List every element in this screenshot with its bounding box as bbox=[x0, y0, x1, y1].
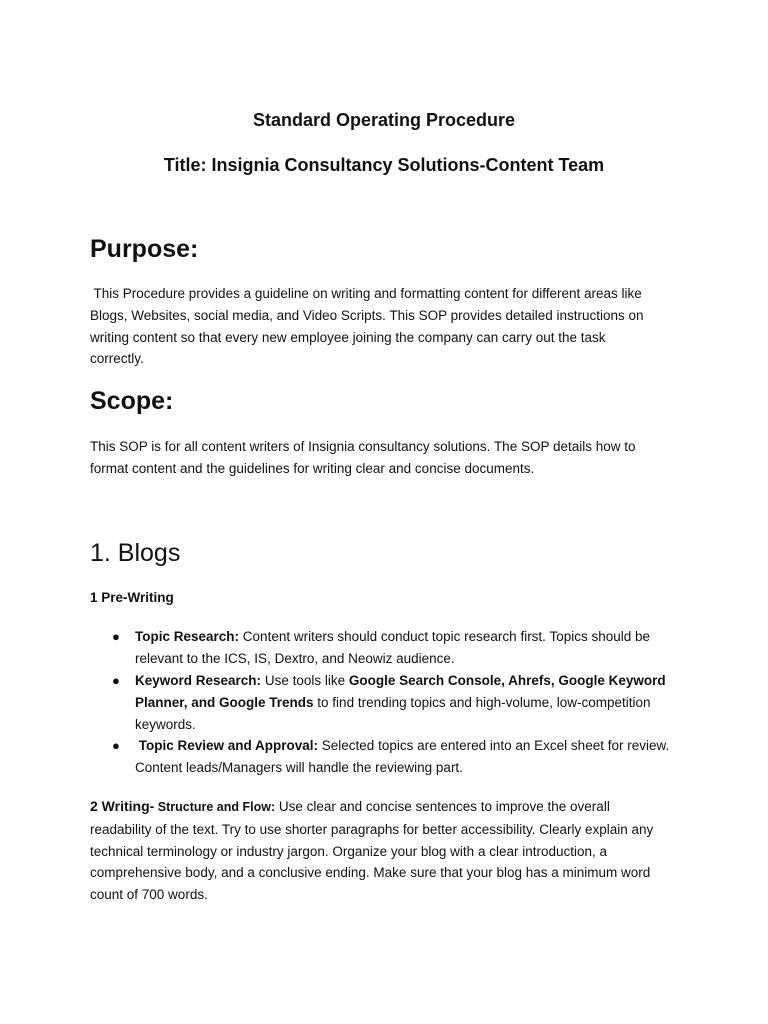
blogs-heading: 1. Blogs bbox=[90, 539, 181, 567]
purpose-line: writing content so that every new employee joining the company can carry out the task bbox=[90, 329, 606, 345]
keyword-tools: Planner, and Google Trends bbox=[135, 694, 314, 710]
purpose-line: correctly. bbox=[90, 351, 144, 367]
writing-line: readability of the text. Try to use shorter paragraphs for better accessibility. Clearly explain any bbox=[90, 821, 654, 837]
keyword-research-label: Keyword Research: bbox=[135, 673, 262, 688]
scope-line: This SOP is for all content writers of Insignia consultancy solutions. The SOP details how to bbox=[90, 439, 636, 454]
writing-paragraph bbox=[90, 796, 680, 906]
purpose-line: This Procedure provides a guideline on writing and formatting content for different areas like bbox=[90, 286, 642, 301]
topic-review-text: Selected topics are entered into an Excel sheet for review. bbox=[318, 738, 670, 753]
bullet-topic-research bbox=[135, 626, 680, 670]
bullet-icon: ● bbox=[112, 629, 120, 644]
bullet-icon: ● bbox=[112, 673, 120, 688]
prewriting-heading: 1 Pre-Writing bbox=[90, 590, 174, 605]
writing-heading: 2 Writing- bbox=[90, 798, 155, 814]
keyword-tools: Google Search Console, Ahrefs, Google Keyword bbox=[348, 673, 666, 688]
keyword-research-text: Use tools like bbox=[261, 673, 349, 688]
writing-line: comprehensive body, and a conclusive ending. Make sure that your blog has a minimum word bbox=[90, 865, 651, 881]
keyword-research-text: to find trending topics and high-volume, low-competition bbox=[313, 694, 651, 710]
scope-heading: Scope: bbox=[90, 387, 174, 415]
topic-research-text: Content writers should conduct topic research first. Topics should be bbox=[239, 629, 651, 644]
topic-research-text: relevant to the ICS, IS, Dextro, and Neowiz audience. bbox=[135, 650, 455, 666]
topic-review-text: Content leads/Managers will handle the reviewing part. bbox=[135, 759, 463, 775]
doc-type-heading: Standard Operating Procedure bbox=[252, 110, 516, 130]
writing-line: count of 700 words. bbox=[90, 887, 208, 903]
topic-research-label: Topic Research: bbox=[135, 629, 240, 644]
scope-line: format content and the guidelines for writing clear and concise documents. bbox=[90, 460, 535, 476]
writing-line: technical terminology or industry jargon. Organize your blog with a clear introduction, a bbox=[90, 843, 608, 859]
bullet-icon: ● bbox=[112, 738, 120, 753]
writing-text: Use clear and concise sentences to improve the overall bbox=[275, 799, 610, 814]
bullet-keyword-research bbox=[135, 670, 680, 735]
doc-title: Title: Insignia Consultancy Solutions-Content Team bbox=[163, 155, 605, 175]
keyword-research-text: keywords. bbox=[135, 716, 196, 732]
purpose-heading: Purpose: bbox=[90, 235, 199, 263]
purpose-line: Blogs, Websites, social media, and Video Scripts. This SOP provides detailed instructions on bbox=[90, 307, 644, 323]
purpose-paragraph bbox=[90, 283, 680, 370]
topic-review-label: Topic Review and Approval: bbox=[135, 738, 319, 753]
bullet-topic-review bbox=[135, 735, 680, 779]
scope-paragraph bbox=[90, 436, 680, 480]
structure-flow-label: Structure and Flow: bbox=[154, 800, 276, 814]
